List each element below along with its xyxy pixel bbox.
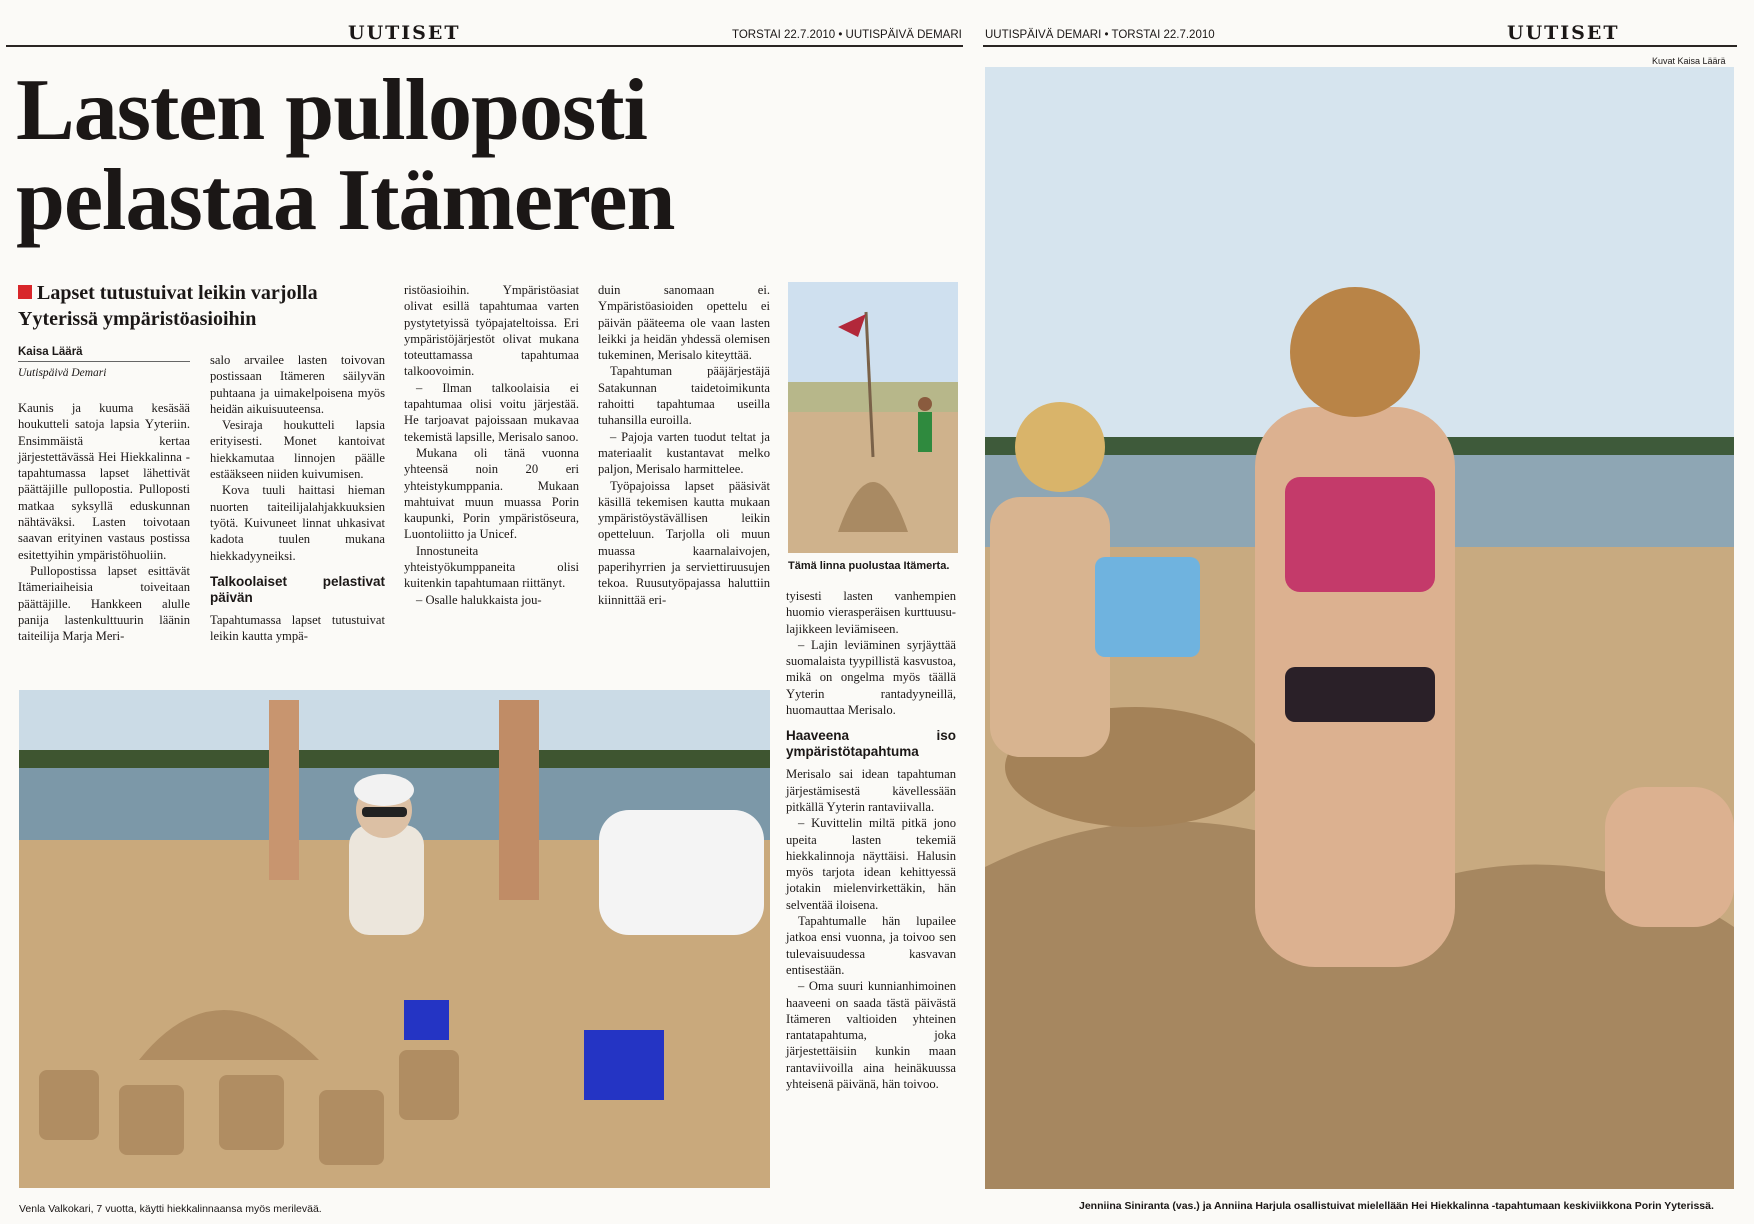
section-label-right: UUTISET xyxy=(1507,22,1620,44)
byline-paper: Uutispäivä Demari xyxy=(18,367,107,379)
paragraph: Tapahtumalle hän lupailee jatkoa ensi vuonna, ja toivoo sen tulevaisuudessa kasvavan entisestään. xyxy=(786,914,956,977)
paragraph: Tapahtumassa lapset tutustuivat leikin kautta ympä- xyxy=(210,612,385,644)
red-bullet-icon xyxy=(18,285,32,299)
paragraph: tyisesti lasten vanhempien huomio vierasperäisen kurttuusu-lajikkeen leviämiseen. xyxy=(786,589,956,636)
paragraph: – Pajoja varten tuodut teltat ja materiaalit kustantavat melko paljon, Merisalo harmittelee. xyxy=(598,429,770,477)
article-col-2 xyxy=(210,352,385,644)
paragraph: Innostuneita yhteistyökumppaneita olisi kuitenkin tapahtumaan riittänyt. xyxy=(404,543,579,591)
paragraph: Tapahtuman pääjärjestäjä Satakunnan taidetoimikunta rahoitti tapahtumaa useilla tuhansilla euroilla. xyxy=(598,364,770,428)
paragraph: duin sanomaan ei. Ympäristöasioiden opettelu ei päivän pääteema ole vaan lasten leikki ja heidän yhdessä olemisen tukeminen, Merisalo kiteyttää. xyxy=(598,283,770,363)
photo-credit: Kuvat Kaisa Läärä xyxy=(1652,56,1726,66)
paragraph: Työpajoissa lapset pääsivät käsillä tekemisen kautta mukaan ympäristöystävällisen leikin opetteluun. Tarjolla oli muun muassa kaarnalaivojen, paperihyrrien ja serviettiruusujen tekoa. Ruusutyöpajassa haluttiin kiinnittää eri- xyxy=(598,478,770,607)
paragraph: Mukana oli tänä vuonna yhteensä noin 20 eri yhteistykumppania. Mukaan mahtuivat muun muassa Porin kaupunki, Porin ympäristöseura, Luontoliitto ja Unicef. xyxy=(404,445,579,542)
paragraph: Vesiraja houkutteli lapsia erityisesti. Monet kantoivat hiekkamutaa linnojen päälle estääkseen niiden kuivumisen. xyxy=(210,418,385,482)
paragraph: Pullopostissa lapset esittävät Itämeriaiheisia toiveitaan päättäjille. Hankkeen alulle panija lastenkulttuurin läänin taiteilija Marja Meri- xyxy=(18,563,190,644)
headline xyxy=(16,62,675,249)
paragraph: – Oma suuri kunnianhimoinen haaveeni on saada tästä päivästä Itämeren valtioiden yhteinen rantatapahtuma, joka järjestettäisiin kunkin maan rantaviivoilla aina heinäkuussa yhteisenä päivänä, hän toivoo. xyxy=(786,979,956,1092)
caption-bottom-photo: Venla Valkokari, 7 vuotta, käytti hiekkalinnaansa myös merilevää. xyxy=(19,1203,322,1215)
paragraph: salo arvailee lasten toivovan postissaan Itämeren säilyvän puhtaana ja uimakelpoisena myös heidän aikuisuuteensa. xyxy=(210,353,385,416)
sandcastle-photo xyxy=(788,282,958,553)
caption-castle: Tämä linna puolustaa Itämerta. xyxy=(788,560,950,572)
byline xyxy=(18,346,190,379)
byline-author: Kaisa Läärä xyxy=(18,346,190,362)
section-label-left: UUTISET xyxy=(348,22,461,44)
paragraph: Kaunis ja kuuma kesäsää houkutteli satoja lapsia Yyteriin. Ensimmäistä kertaa järjestettävässä Hei Hiekkalinna -tapahtumassa lapset lähettivät päättäjille pullopostia. Pulloposti matkaa syksyllä eduskunnan nähtäväksi. Lasten toivotaan saavan erityinen vastaus postissa esitettyihin ympäristöhuoliin. xyxy=(18,401,190,562)
lead xyxy=(18,280,388,332)
beach-photo-two-girls xyxy=(985,67,1734,1189)
header-rule-left xyxy=(6,45,963,47)
paragraph: Merisalo sai idean tapahtuman järjestämisestä kävellessään pitkällä Yyterin rantaviivalla. xyxy=(786,767,956,814)
paragraph: ristöasioihin. Ympäristöasiat olivat esillä tapahtumaa varten pystytetyissä työpajateltoissa. Eri ympäristöjärjestöt olivat mukana toteuttamassa tapahtumaa talkoovoimin. xyxy=(404,283,579,379)
article-col-1 xyxy=(18,400,190,644)
headline-line-2: pelastaa Itämeren xyxy=(16,152,675,249)
headline-line-1: Lasten pulloposti xyxy=(16,62,647,159)
article-col-4 xyxy=(598,282,770,608)
lead-line-2: Yyterissä ympäristöasioihin xyxy=(18,308,257,330)
date-line-left: TORSTAI 22.7.2010 • UUTISPÄIVÄ DEMARI xyxy=(732,29,962,41)
article-col-5 xyxy=(786,588,956,1092)
header-rule-right xyxy=(983,45,1737,47)
paragraph: – Lajin leviäminen syrjäyttää suomalaista tyypillistä kasvustoa, mikä on ongelma myös täällä Yyterin rantadyyneillä, huomauttaa Merisalo. xyxy=(786,637,956,718)
article-col-3 xyxy=(404,282,579,608)
lead-line-1: Lapset tutustuivat leikin varjolla xyxy=(18,280,388,306)
paragraph: – Osalle halukkaista jou- xyxy=(416,592,542,607)
subheading: Haaveena iso ympäristötapahtuma xyxy=(786,728,956,760)
beach-photo-girl xyxy=(19,690,770,1188)
caption-right-photo: Jenniina Siniranta (vas.) ja Anniina Harjula osallistuivat mielellään Hei Hiekkalinna -tapahtumaan keskiviikkona Porin Yyterissä. xyxy=(1079,1200,1714,1212)
subheading: Talkoolaiset pelastivat päivän xyxy=(210,573,385,605)
paragraph: – Kuvittelin miltä pitkä jono upeita lasten tekemiä hiekkalinnoja näyttäisi. Halusin myös tarjota idean kehittyessä jotakin mielenvirkettäkin, hän selventää iloisena. xyxy=(786,816,956,912)
paragraph: Kova tuuli haittasi hieman nuorten taiteilijalahjakkuuksien työtä. Kuivuneet linnat uhkasivat kadota tuulen mukana hiekkadyyneiksi. xyxy=(210,483,385,563)
paragraph: – Ilman talkoolaisia ei tapahtumaa olisi voitu järjestää. He tarjoavat pajoissaan mukavaa tekemistä lapsille, Merisalo sanoo. xyxy=(404,380,579,444)
date-line-right: UUTISPÄIVÄ DEMARI • TORSTAI 22.7.2010 xyxy=(985,29,1215,41)
